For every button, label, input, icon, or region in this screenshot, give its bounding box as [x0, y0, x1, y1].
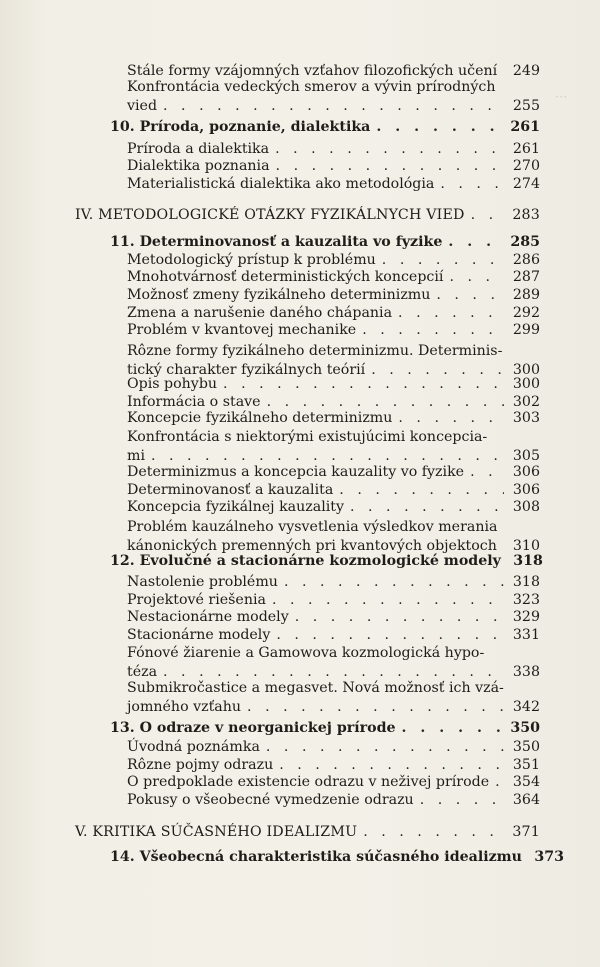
- entry-title: Koncepcie fyzikálneho determinizmu: [127, 410, 393, 426]
- entry-title-line: Fónové žiarenie a Gamowova kozmologická hypo-: [127, 645, 485, 661]
- dot-leader: [370, 118, 504, 137]
- page-number: 364: [512, 792, 540, 808]
- entry-title: Nestacionárne modely: [127, 609, 289, 625]
- page-number: 285: [510, 234, 540, 250]
- page-number: 270: [512, 158, 540, 174]
- toc-part-entry: [75, 823, 540, 842]
- dot-leader: [270, 626, 504, 645]
- toc-chapter-entry: [110, 118, 540, 137]
- entry-title: Nastolenie problému: [127, 574, 278, 590]
- page-number: 299: [512, 322, 540, 338]
- dot-leader: [357, 823, 504, 842]
- dot-leader: [344, 498, 504, 517]
- entry-title: O predpoklade existencie odrazu v neživej prírode: [127, 774, 490, 790]
- dot-leader: [356, 321, 504, 340]
- toc-section-entry: [127, 573, 540, 592]
- entry-title: 11. Determinovanosť a kauzalita vo fyzike: [110, 234, 443, 250]
- entry-title: Možnosť zmeny fyzikálneho determinizmu: [127, 287, 431, 303]
- page-number: 255: [512, 98, 540, 114]
- entry-title: Koncepcia fyzikálnej kauzality: [127, 499, 345, 515]
- toc-section-entry: [127, 175, 540, 194]
- dot-leader: [157, 97, 504, 116]
- entry-title: 13. O odraze v neorganickej prírode: [110, 720, 396, 736]
- toc-section-entry: [127, 679, 540, 717]
- dot-leader: [217, 375, 504, 394]
- toc-section-entry: [127, 626, 540, 645]
- dot-leader: [396, 719, 504, 738]
- toc-section-entry: [127, 773, 540, 792]
- page-number: 371: [512, 824, 540, 840]
- toc-chapter-entry: [110, 552, 543, 571]
- entry-title-line: Submikročastice a megasvet. Nová možnosť ich vzá-: [127, 680, 504, 696]
- entry-title: 10. Príroda, poznanie, dialektika: [110, 119, 371, 135]
- entry-title: téza: [127, 664, 158, 680]
- entry-title: Úvodná poznámka: [127, 739, 260, 755]
- toc-section-entry: [127, 463, 540, 482]
- page-number: 289: [512, 287, 540, 303]
- toc-part-entry: [75, 206, 540, 225]
- page-number: 310: [512, 538, 540, 554]
- dot-leader: [443, 268, 504, 287]
- page-number: 318: [512, 574, 540, 590]
- page-number: 283: [512, 207, 540, 223]
- entry-title: Determinovanosť a kauzalita: [127, 482, 334, 498]
- page-number: 351: [512, 757, 540, 773]
- page-number: 287: [512, 269, 540, 285]
- entry-title: Projektové riešenia: [127, 592, 266, 608]
- entry-title: Mnohotvárnosť deterministických koncepcií: [127, 269, 444, 285]
- page-number: 286: [512, 252, 540, 268]
- page-number: 323: [512, 592, 540, 608]
- entry-title: Problém v kvantovej mechanike: [127, 322, 357, 338]
- dot-leader: [392, 409, 504, 428]
- page-number: 329: [512, 609, 540, 625]
- entry-title-line: Konfrontácia vedeckých smerov a vývin prírodných: [127, 79, 496, 95]
- toc-section-entry: [127, 78, 540, 116]
- entry-title: tický charakter fyzikálnych teórií: [127, 362, 366, 378]
- toc-section-entry: [127, 428, 540, 466]
- page-number: 308: [512, 499, 540, 515]
- page-number: 305: [512, 448, 540, 464]
- dot-leader: [489, 773, 504, 792]
- dot-leader: [430, 286, 504, 305]
- entry-title: jomného vzťahu: [127, 699, 242, 715]
- entry-title: Stále formy vzájomných vzťahov filozofických učení: [127, 63, 498, 79]
- page-number: 306: [512, 482, 540, 498]
- entry-title: mi: [127, 448, 145, 464]
- dot-leader: [434, 175, 504, 194]
- page-number: 342: [512, 699, 540, 715]
- entry-title-line: Konfrontácia s niektorými existujúcimi koncepcia-: [127, 429, 488, 445]
- toc-section-entry: [127, 738, 540, 757]
- page-number: 261: [510, 119, 540, 135]
- page-number: 350: [512, 739, 540, 755]
- dot-leader: [241, 698, 504, 717]
- page-number: 354: [512, 774, 540, 790]
- toc-section-entry: [127, 286, 540, 305]
- toc-section-entry: [127, 791, 540, 810]
- entry-title: Dialektika poznania: [127, 158, 270, 174]
- toc-section-entry: [127, 498, 540, 517]
- entry-title: V. KRITIKA SÚČASNÉHO IDEALIZMU: [75, 824, 358, 840]
- page-number: 292: [512, 305, 540, 321]
- entry-title: Príroda a dialektika: [127, 141, 270, 157]
- page-number: 373: [534, 849, 564, 865]
- entry-title: Rôzne pojmy odrazu: [127, 757, 274, 773]
- dot-leader: [289, 608, 504, 627]
- toc-chapter-entry: [110, 719, 540, 738]
- dot-leader: [464, 463, 504, 482]
- page-number: 274: [512, 176, 540, 192]
- dot-leader: [270, 157, 504, 176]
- entry-title: Determinizmus a koncepcia kauzality vo fyzike: [127, 464, 465, 480]
- entry-title: Pokusy o všeobecné vymedzenie odrazu: [127, 792, 414, 808]
- dot-leader: [278, 573, 504, 592]
- toc-section-entry: [127, 268, 540, 287]
- entry-title: kánonických premenných pri kvantových objektoch: [127, 538, 497, 554]
- dot-leader: [442, 233, 504, 252]
- toc-section-entry: [127, 409, 540, 428]
- entry-title: vied: [127, 98, 158, 114]
- page-number: 338: [512, 664, 540, 680]
- entry-title: Stacionárne modely: [127, 627, 271, 643]
- toc-section-entry: [127, 321, 540, 340]
- page-number: 300: [512, 362, 540, 378]
- toc-section-entry: [127, 375, 540, 394]
- page-number: 306: [512, 464, 540, 480]
- dot-leader: [260, 738, 504, 757]
- toc-section-entry: [127, 157, 540, 176]
- dot-leader: [414, 791, 504, 810]
- page-number: 261: [512, 141, 540, 157]
- toc-section-entry: [127, 644, 540, 682]
- toc-section-entry: [127, 608, 540, 627]
- bleed-through-text: ···: [555, 90, 568, 105]
- page-number: 302: [512, 394, 540, 410]
- toc-section-entry: [127, 518, 540, 556]
- toc-chapter-entry: [110, 233, 540, 252]
- page-number: 303: [512, 410, 540, 426]
- entry-title-line: Problém kauzálneho vysvetlenia výsledkov merania: [127, 519, 498, 535]
- page-number: 249: [512, 63, 540, 79]
- entry-title: Materialistická dialektika ako metodológia: [127, 176, 435, 192]
- entry-title: 12. Evolučné a stacionárne kozmologické modely: [110, 553, 501, 569]
- page-number: 300: [512, 376, 540, 392]
- entry-title-line: Rôzne formy fyzikálneho determinizmu. Determinis-: [127, 343, 503, 359]
- entry-title: 14. Všeobecná charakteristika súčasného idealizmu: [110, 849, 522, 865]
- entry-title: Metodologický prístup k problému: [127, 252, 376, 268]
- entry-title: Zmena a narušenie daného chápania: [127, 305, 393, 321]
- entry-title: IV. METODOLOGICKÉ OTÁZKY FYZIKÁLNYCH VIED: [75, 207, 465, 223]
- page-number: 318: [513, 553, 543, 569]
- entry-title: Informácia o stave: [127, 394, 261, 410]
- page-number: 350: [510, 720, 540, 736]
- page-number: 331: [512, 627, 540, 643]
- entry-title: Opis pohybu: [127, 376, 218, 392]
- dot-leader: [465, 206, 504, 225]
- toc-chapter-entry: [110, 848, 564, 867]
